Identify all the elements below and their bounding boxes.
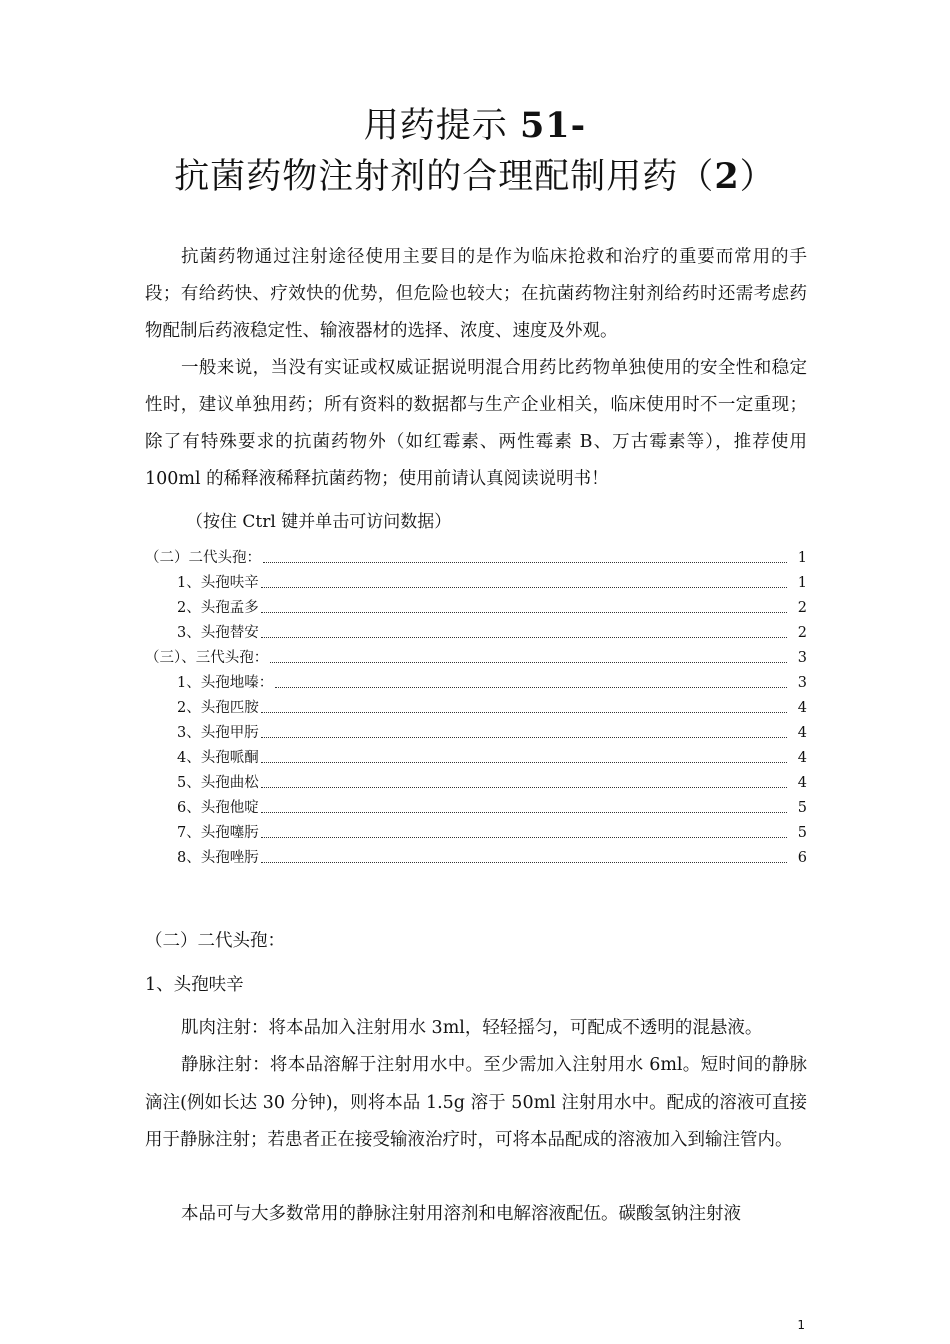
- toc-entry[interactable]: [145, 817, 807, 842]
- toc-entry[interactable]: [145, 742, 807, 767]
- toc-dot-leader: [261, 862, 787, 863]
- toc-entry[interactable]: [145, 567, 807, 592]
- toc-dot-leader: [261, 762, 787, 763]
- toc-dot-leader: [270, 662, 787, 663]
- title-line-1: [0, 106, 950, 146]
- toc-entry-page[interactable]: 3: [797, 675, 807, 691]
- subtitle-number: 2: [714, 156, 740, 197]
- title-number: 51-: [519, 105, 587, 146]
- title-line-2: [0, 157, 950, 197]
- toc-entry[interactable]: [145, 617, 807, 642]
- toc-entry-page[interactable]: 4: [797, 725, 807, 741]
- toc-entry-page[interactable]: 3: [797, 650, 807, 666]
- toc-entry-label[interactable]: 5、头孢曲松: [177, 775, 259, 791]
- toc-entry[interactable]: [145, 667, 807, 692]
- toc-entry[interactable]: [145, 642, 807, 667]
- toc-entry-page[interactable]: 4: [797, 700, 807, 716]
- toc-dot-leader: [275, 687, 787, 688]
- toc-entry[interactable]: [145, 692, 807, 717]
- toc-entry[interactable]: [145, 717, 807, 742]
- toc-dot-leader: [261, 737, 787, 738]
- table-of-contents: [145, 542, 807, 867]
- toc-dot-leader: [261, 787, 787, 788]
- toc-entry-label[interactable]: 1、头孢呋辛: [177, 575, 259, 591]
- subtitle-close: ）: [739, 157, 776, 197]
- toc-entry-page[interactable]: 1: [797, 575, 807, 591]
- subtitle-text: 抗菌药物注射剂的合理配制用药（: [174, 157, 715, 197]
- toc-dot-leader: [261, 637, 787, 638]
- toc-dot-leader: [261, 612, 787, 613]
- toc-entry[interactable]: [145, 767, 807, 792]
- toc-entry-label[interactable]: 4、头孢哌酮: [177, 750, 259, 766]
- toc-entry-label[interactable]: 7、头孢噻肟: [177, 825, 259, 841]
- intro-paragraph-2: 一般来说，当没有实证或权威证据说明混合用药比药物单独使用的安全性和稳定性时，建议单独用药；所有资料的数据都与生产企业相关，临床使用时不一定重现；除了有特殊要求的抗菌药物外（如红霉素、两性霉素 B、万古霉素等），推荐使用 100ml 的稀释液稀释抗菌药物；使用前请认真阅读说明书！: [145, 358, 807, 489]
- toc-dot-leader: [261, 837, 787, 838]
- toc-entry[interactable]: [145, 592, 807, 617]
- drug-heading: 1、头孢呋辛: [145, 975, 244, 995]
- toc-entry-page[interactable]: 4: [797, 775, 807, 791]
- toc-entry-label[interactable]: 1、头孢地嗪：: [177, 675, 274, 691]
- body-paragraph-im: 肌肉注射：将本品加入注射用水 3ml，轻轻摇匀，可配成不透明的混悬液。: [181, 1018, 763, 1038]
- body-paragraph-iv: 静脉注射：将本品溶解于注射用水中。至少需加入注射用水 6ml。短时间的静脉滴注(例如长达 30 分钟)，则将本品 1.5g 溶于 50ml 注射用水中。配成的溶液可直接用于静脉注射；若患者正在接受输液治疗时，可将本品配成的溶液加入到输注管内。: [145, 1055, 807, 1150]
- body-paragraph-compat: 本品可与大多数常用的静脉注射用溶剂和电解溶液配伍。碳酸氢钠注射液: [181, 1204, 741, 1224]
- page-number: 1: [797, 1318, 805, 1332]
- toc-entry-page[interactable]: 5: [797, 825, 807, 841]
- toc-dot-leader: [263, 562, 787, 563]
- toc-entry-page[interactable]: 4: [797, 750, 807, 766]
- toc-dot-leader: [261, 812, 787, 813]
- toc-entry-label[interactable]: 6、头孢他啶: [177, 800, 259, 816]
- toc-entry-label[interactable]: （三）、三代头孢：: [145, 650, 269, 666]
- toc-entry-page[interactable]: 5: [797, 800, 807, 816]
- toc-entry-page[interactable]: 2: [797, 625, 807, 641]
- toc-dot-leader: [261, 712, 787, 713]
- toc-entry-page[interactable]: 6: [797, 850, 807, 866]
- intro-paragraph-1: 抗菌药物通过注射途径使用主要目的是作为临床抢救和治疗的重要而常用的手段；有给药快、疗效快的优势，但危险也较大；在抗菌药物注射剂给药时还需考虑药物配制后药液稳定性、输液器材的选择、浓度、速度及外观。: [145, 247, 807, 341]
- toc-entry-label[interactable]: 3、头孢甲肟: [177, 725, 259, 741]
- toc-entry[interactable]: [145, 542, 807, 567]
- toc-entry[interactable]: [145, 842, 807, 867]
- toc-entry-page[interactable]: 2: [797, 600, 807, 616]
- toc-entry-label[interactable]: 2、头孢匹胺: [177, 700, 259, 716]
- title-text: 用药提示: [363, 106, 508, 146]
- section-heading: （二）二代头孢：: [145, 931, 285, 951]
- toc-dot-leader: [261, 587, 787, 588]
- ctrl-click-hint: （按住 Ctrl 键并单击可访问数据）: [186, 512, 452, 532]
- toc-entry[interactable]: [145, 792, 807, 817]
- toc-entry-label[interactable]: 3、头孢替安: [177, 625, 259, 641]
- toc-entry-label[interactable]: 8、头孢唑肟: [177, 850, 259, 866]
- toc-entry-label[interactable]: 2、头孢孟多: [177, 600, 259, 616]
- toc-entry-page[interactable]: 1: [797, 550, 807, 566]
- toc-entry-label[interactable]: （二）二代头孢：: [145, 550, 261, 566]
